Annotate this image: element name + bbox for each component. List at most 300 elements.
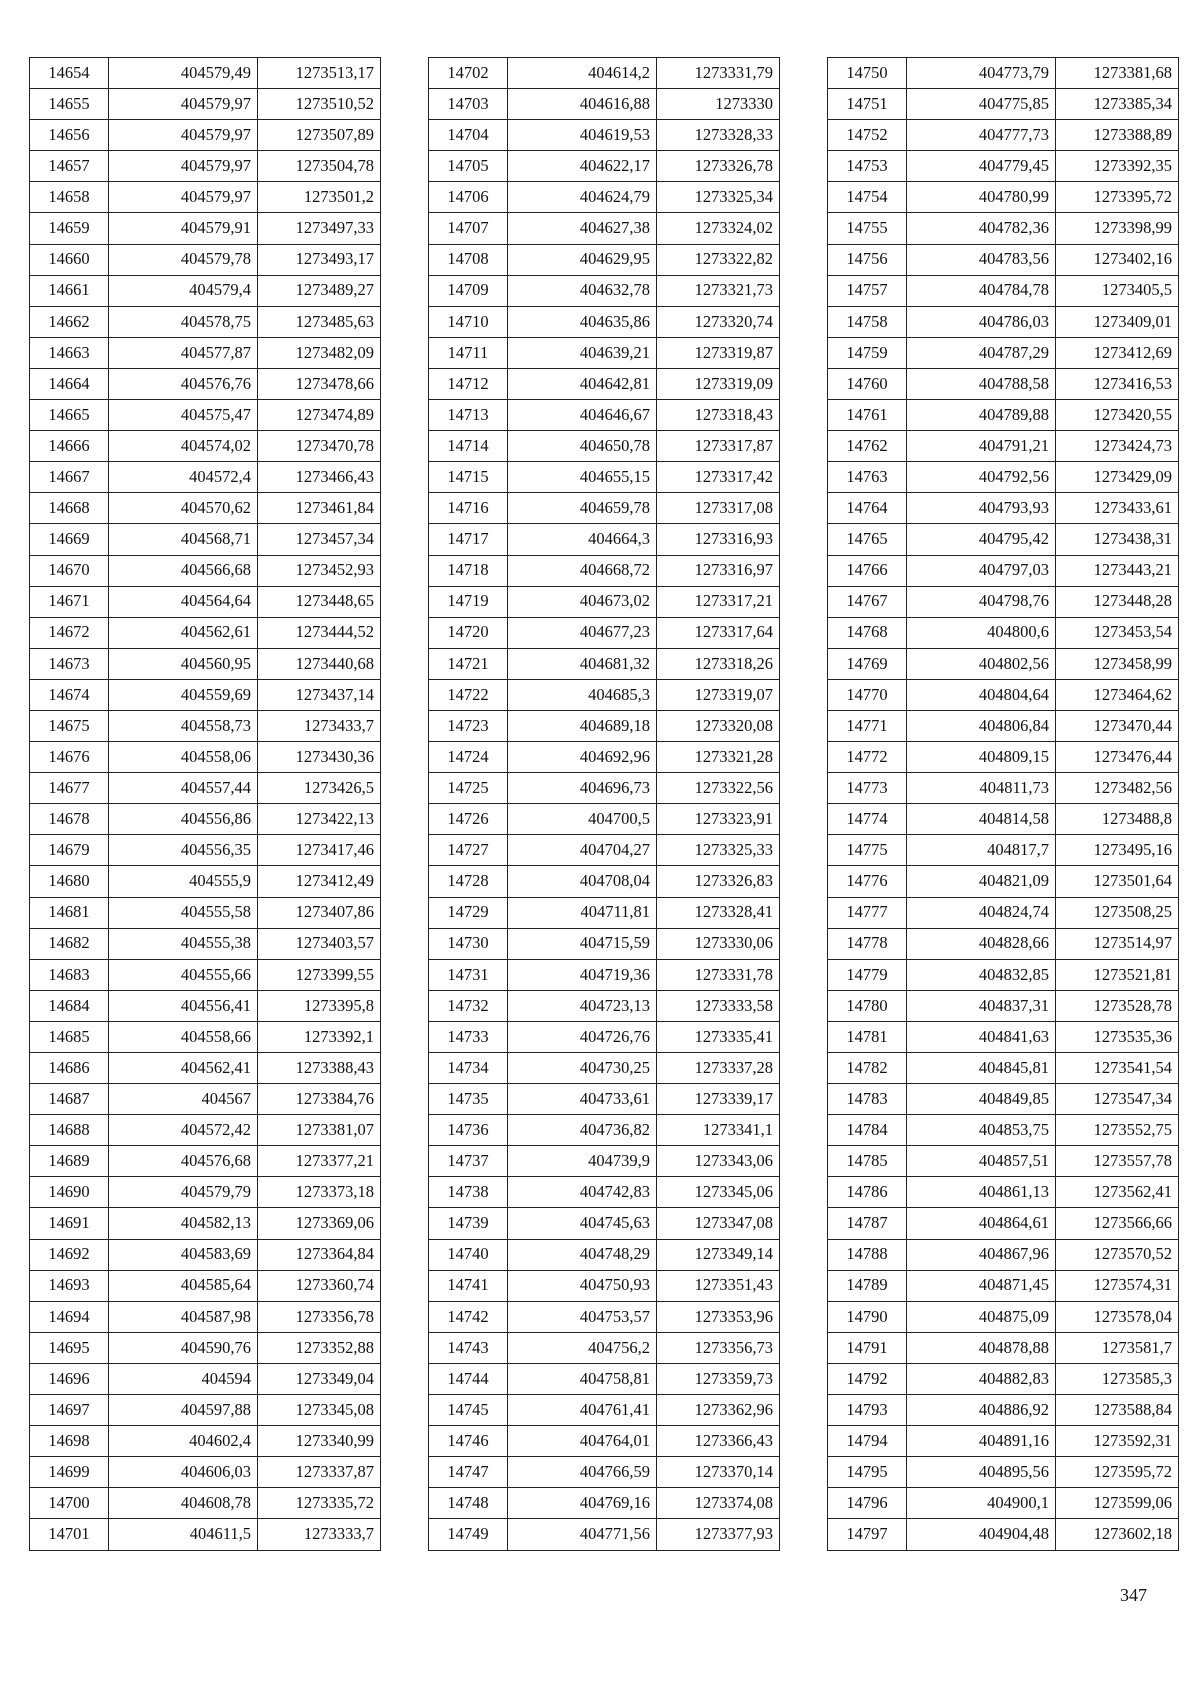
y-coordinate-cell: 1273574,31 bbox=[1056, 1270, 1179, 1301]
point-number-cell: 14697 bbox=[30, 1395, 109, 1426]
table-row bbox=[828, 1270, 1179, 1301]
point-number-cell: 14702 bbox=[429, 58, 508, 89]
table-row bbox=[429, 835, 780, 866]
y-coordinate-cell: 1273388,43 bbox=[258, 1053, 381, 1084]
x-coordinate-cell: 404668,72 bbox=[508, 555, 657, 586]
point-number-cell: 14664 bbox=[30, 368, 109, 399]
x-coordinate-cell: 404730,25 bbox=[508, 1053, 657, 1084]
x-coordinate-cell: 404867,96 bbox=[907, 1239, 1056, 1270]
y-coordinate-cell: 1273514,97 bbox=[1056, 928, 1179, 959]
x-coordinate-cell: 404769,16 bbox=[508, 1488, 657, 1519]
table-row bbox=[828, 555, 1179, 586]
table-row bbox=[30, 1488, 381, 1519]
point-number-cell: 14774 bbox=[828, 804, 907, 835]
point-number-cell: 14658 bbox=[30, 182, 109, 213]
y-coordinate-cell: 1273417,46 bbox=[258, 835, 381, 866]
y-coordinate-cell: 1273316,97 bbox=[657, 555, 780, 586]
y-coordinate-cell: 1273340,99 bbox=[258, 1426, 381, 1457]
point-number-cell: 14683 bbox=[30, 959, 109, 990]
y-coordinate-cell: 1273478,66 bbox=[258, 368, 381, 399]
y-coordinate-cell: 1273349,04 bbox=[258, 1363, 381, 1394]
y-coordinate-cell: 1273482,09 bbox=[258, 337, 381, 368]
point-number-cell: 14760 bbox=[828, 368, 907, 399]
point-number-cell: 14781 bbox=[828, 1021, 907, 1052]
y-coordinate-cell: 1273388,89 bbox=[1056, 120, 1179, 151]
x-coordinate-cell: 404828,66 bbox=[907, 928, 1056, 959]
table-row bbox=[828, 493, 1179, 524]
page-number: 347 bbox=[1120, 1585, 1147, 1605]
point-number-cell: 14656 bbox=[30, 120, 109, 151]
y-coordinate-cell: 1273599,06 bbox=[1056, 1488, 1179, 1519]
point-number-cell: 14681 bbox=[30, 897, 109, 928]
y-coordinate-cell: 1273405,5 bbox=[1056, 275, 1179, 306]
table-row bbox=[429, 368, 780, 399]
y-coordinate-cell: 1273333,7 bbox=[258, 1519, 381, 1550]
point-number-cell: 14741 bbox=[429, 1270, 508, 1301]
point-number-cell: 14751 bbox=[828, 89, 907, 120]
table-row bbox=[30, 337, 381, 368]
table-row bbox=[30, 866, 381, 897]
y-coordinate-cell: 1273489,27 bbox=[258, 275, 381, 306]
table-row bbox=[30, 58, 381, 89]
table-row bbox=[828, 1021, 1179, 1052]
table-row bbox=[30, 1146, 381, 1177]
y-coordinate-cell: 1273339,17 bbox=[657, 1084, 780, 1115]
x-coordinate-cell: 404723,13 bbox=[508, 990, 657, 1021]
table-row bbox=[828, 710, 1179, 741]
x-coordinate-cell: 404708,04 bbox=[508, 866, 657, 897]
y-coordinate-cell: 1273322,82 bbox=[657, 244, 780, 275]
point-number-cell: 14666 bbox=[30, 431, 109, 462]
point-number-cell: 14712 bbox=[429, 368, 508, 399]
y-coordinate-cell: 1273452,93 bbox=[258, 555, 381, 586]
y-coordinate-cell: 1273373,18 bbox=[258, 1177, 381, 1208]
table-row bbox=[429, 1426, 780, 1457]
point-number-cell: 14734 bbox=[429, 1053, 508, 1084]
table-row bbox=[828, 120, 1179, 151]
table-row bbox=[30, 990, 381, 1021]
point-number-cell: 14725 bbox=[429, 773, 508, 804]
y-coordinate-cell: 1273541,54 bbox=[1056, 1053, 1179, 1084]
x-coordinate-cell: 404756,2 bbox=[508, 1332, 657, 1363]
point-number-cell: 14688 bbox=[30, 1115, 109, 1146]
point-number-cell: 14708 bbox=[429, 244, 508, 275]
table-row bbox=[429, 1457, 780, 1488]
x-coordinate-cell: 404579,91 bbox=[109, 213, 258, 244]
table-row bbox=[429, 866, 780, 897]
y-coordinate-cell: 1273602,18 bbox=[1056, 1519, 1179, 1550]
y-coordinate-cell: 1273557,78 bbox=[1056, 1146, 1179, 1177]
point-number-cell: 14655 bbox=[30, 89, 109, 120]
x-coordinate-cell: 404804,64 bbox=[907, 679, 1056, 710]
y-coordinate-cell: 1273345,06 bbox=[657, 1177, 780, 1208]
x-coordinate-cell: 404736,82 bbox=[508, 1115, 657, 1146]
x-coordinate-cell: 404789,88 bbox=[907, 400, 1056, 431]
table-row bbox=[429, 959, 780, 990]
x-coordinate-cell: 404575,47 bbox=[109, 400, 258, 431]
x-coordinate-cell: 404787,29 bbox=[907, 337, 1056, 368]
point-number-cell: 14682 bbox=[30, 928, 109, 959]
table-row bbox=[30, 89, 381, 120]
table-row bbox=[429, 524, 780, 555]
table-row bbox=[828, 990, 1179, 1021]
y-coordinate-cell: 1273381,07 bbox=[258, 1115, 381, 1146]
y-coordinate-cell: 1273444,52 bbox=[258, 617, 381, 648]
table-row bbox=[30, 244, 381, 275]
point-number-cell: 14764 bbox=[828, 493, 907, 524]
point-number-cell: 14672 bbox=[30, 617, 109, 648]
point-number-cell: 14706 bbox=[429, 182, 508, 213]
x-coordinate-cell: 404564,64 bbox=[109, 586, 258, 617]
table-row bbox=[30, 1332, 381, 1363]
x-coordinate-cell: 404560,95 bbox=[109, 648, 258, 679]
table-row bbox=[429, 1301, 780, 1332]
table-row bbox=[429, 1146, 780, 1177]
point-number-cell: 14718 bbox=[429, 555, 508, 586]
table-row bbox=[30, 835, 381, 866]
point-number-cell: 14794 bbox=[828, 1426, 907, 1457]
x-coordinate-cell: 404853,75 bbox=[907, 1115, 1056, 1146]
table-row bbox=[429, 306, 780, 337]
point-number-cell: 14767 bbox=[828, 586, 907, 617]
table-row bbox=[429, 1208, 780, 1239]
table-row bbox=[828, 151, 1179, 182]
y-coordinate-cell: 1273501,2 bbox=[258, 182, 381, 213]
table-row bbox=[429, 275, 780, 306]
point-number-cell: 14778 bbox=[828, 928, 907, 959]
point-number-cell: 14679 bbox=[30, 835, 109, 866]
y-coordinate-cell: 1273317,42 bbox=[657, 462, 780, 493]
y-coordinate-cell: 1273592,31 bbox=[1056, 1426, 1179, 1457]
x-coordinate-cell: 404579,97 bbox=[109, 120, 258, 151]
x-coordinate-cell: 404766,59 bbox=[508, 1457, 657, 1488]
table-row bbox=[30, 1084, 381, 1115]
point-number-cell: 14761 bbox=[828, 400, 907, 431]
y-coordinate-cell: 1273588,84 bbox=[1056, 1395, 1179, 1426]
y-coordinate-cell: 1273470,44 bbox=[1056, 710, 1179, 741]
y-coordinate-cell: 1273426,5 bbox=[258, 773, 381, 804]
point-number-cell: 14777 bbox=[828, 897, 907, 928]
point-number-cell: 14710 bbox=[429, 306, 508, 337]
point-number-cell: 14703 bbox=[429, 89, 508, 120]
y-coordinate-cell: 1273349,14 bbox=[657, 1239, 780, 1270]
table-row bbox=[828, 648, 1179, 679]
point-number-cell: 14756 bbox=[828, 244, 907, 275]
point-number-cell: 14723 bbox=[429, 710, 508, 741]
x-coordinate-cell: 404642,81 bbox=[508, 368, 657, 399]
y-coordinate-cell: 1273320,08 bbox=[657, 710, 780, 741]
table-row bbox=[429, 679, 780, 710]
y-coordinate-cell: 1273319,09 bbox=[657, 368, 780, 399]
table-row bbox=[828, 337, 1179, 368]
table-row bbox=[828, 617, 1179, 648]
point-number-cell: 14719 bbox=[429, 586, 508, 617]
y-coordinate-cell: 1273347,08 bbox=[657, 1208, 780, 1239]
table-row bbox=[429, 742, 780, 773]
y-coordinate-cell: 1273330,06 bbox=[657, 928, 780, 959]
point-number-cell: 14776 bbox=[828, 866, 907, 897]
x-coordinate-cell: 404685,3 bbox=[508, 679, 657, 710]
y-coordinate-cell: 1273356,78 bbox=[258, 1301, 381, 1332]
y-coordinate-cell: 1273343,06 bbox=[657, 1146, 780, 1177]
y-coordinate-cell: 1273318,43 bbox=[657, 400, 780, 431]
point-number-cell: 14749 bbox=[429, 1519, 508, 1550]
x-coordinate-cell: 404689,18 bbox=[508, 710, 657, 741]
x-coordinate-cell: 404814,58 bbox=[907, 804, 1056, 835]
table-row bbox=[828, 58, 1179, 89]
x-coordinate-cell: 404556,86 bbox=[109, 804, 258, 835]
table-row bbox=[30, 1115, 381, 1146]
point-number-cell: 14792 bbox=[828, 1363, 907, 1394]
point-number-cell: 14663 bbox=[30, 337, 109, 368]
point-number-cell: 14731 bbox=[429, 959, 508, 990]
point-number-cell: 14694 bbox=[30, 1301, 109, 1332]
table-row bbox=[429, 1177, 780, 1208]
x-coordinate-cell: 404809,15 bbox=[907, 742, 1056, 773]
x-coordinate-cell: 404578,75 bbox=[109, 306, 258, 337]
point-number-cell: 14736 bbox=[429, 1115, 508, 1146]
x-coordinate-cell: 404558,06 bbox=[109, 742, 258, 773]
point-number-cell: 14654 bbox=[30, 58, 109, 89]
point-number-cell: 14748 bbox=[429, 1488, 508, 1519]
point-number-cell: 14788 bbox=[828, 1239, 907, 1270]
point-number-cell: 14755 bbox=[828, 213, 907, 244]
table-row bbox=[429, 337, 780, 368]
y-coordinate-cell: 1273510,52 bbox=[258, 89, 381, 120]
point-number-cell: 14743 bbox=[429, 1332, 508, 1363]
x-coordinate-cell: 404590,76 bbox=[109, 1332, 258, 1363]
y-coordinate-cell: 1273595,72 bbox=[1056, 1457, 1179, 1488]
point-number-cell: 14704 bbox=[429, 120, 508, 151]
y-coordinate-cell: 1273430,36 bbox=[258, 742, 381, 773]
x-coordinate-cell: 404882,83 bbox=[907, 1363, 1056, 1394]
y-coordinate-cell: 1273420,55 bbox=[1056, 400, 1179, 431]
table-row bbox=[30, 555, 381, 586]
coordinate-table-3 bbox=[827, 57, 1179, 1551]
y-coordinate-cell: 1273322,56 bbox=[657, 773, 780, 804]
y-coordinate-cell: 1273581,7 bbox=[1056, 1332, 1179, 1363]
table-row bbox=[30, 586, 381, 617]
point-number-cell: 14686 bbox=[30, 1053, 109, 1084]
y-coordinate-cell: 1273366,43 bbox=[657, 1426, 780, 1457]
x-coordinate-cell: 404758,81 bbox=[508, 1363, 657, 1394]
y-coordinate-cell: 1273341,1 bbox=[657, 1115, 780, 1146]
table-row bbox=[828, 897, 1179, 928]
point-number-cell: 14678 bbox=[30, 804, 109, 835]
y-coordinate-cell: 1273562,41 bbox=[1056, 1177, 1179, 1208]
table-row bbox=[429, 431, 780, 462]
x-coordinate-cell: 404773,79 bbox=[907, 58, 1056, 89]
x-coordinate-cell: 404681,32 bbox=[508, 648, 657, 679]
point-number-cell: 14738 bbox=[429, 1177, 508, 1208]
table-row bbox=[828, 835, 1179, 866]
table-row bbox=[30, 710, 381, 741]
table-row bbox=[828, 1239, 1179, 1270]
table-row bbox=[30, 1363, 381, 1394]
table-row bbox=[30, 773, 381, 804]
y-coordinate-cell: 1273570,52 bbox=[1056, 1239, 1179, 1270]
x-coordinate-cell: 404577,87 bbox=[109, 337, 258, 368]
y-coordinate-cell: 1273507,89 bbox=[258, 120, 381, 151]
x-coordinate-cell: 404793,93 bbox=[907, 493, 1056, 524]
x-coordinate-cell: 404572,4 bbox=[109, 462, 258, 493]
table-row bbox=[429, 1084, 780, 1115]
point-number-cell: 14740 bbox=[429, 1239, 508, 1270]
x-coordinate-cell: 404802,56 bbox=[907, 648, 1056, 679]
x-coordinate-cell: 404711,81 bbox=[508, 897, 657, 928]
x-coordinate-cell: 404579,49 bbox=[109, 58, 258, 89]
table-row bbox=[429, 773, 780, 804]
x-coordinate-cell: 404556,35 bbox=[109, 835, 258, 866]
table-row bbox=[30, 400, 381, 431]
y-coordinate-cell: 1273360,74 bbox=[258, 1270, 381, 1301]
y-coordinate-cell: 1273493,17 bbox=[258, 244, 381, 275]
table-row bbox=[828, 742, 1179, 773]
y-coordinate-cell: 1273320,74 bbox=[657, 306, 780, 337]
y-coordinate-cell: 1273443,21 bbox=[1056, 555, 1179, 586]
point-number-cell: 14691 bbox=[30, 1208, 109, 1239]
point-number-cell: 14726 bbox=[429, 804, 508, 835]
table-row bbox=[30, 1519, 381, 1550]
x-coordinate-cell: 404715,59 bbox=[508, 928, 657, 959]
table-row bbox=[828, 1115, 1179, 1146]
y-coordinate-cell: 1273482,56 bbox=[1056, 773, 1179, 804]
x-coordinate-cell: 404733,61 bbox=[508, 1084, 657, 1115]
y-coordinate-cell: 1273535,36 bbox=[1056, 1021, 1179, 1052]
point-number-cell: 14696 bbox=[30, 1363, 109, 1394]
table-row bbox=[429, 1115, 780, 1146]
y-coordinate-cell: 1273448,65 bbox=[258, 586, 381, 617]
table-row bbox=[429, 213, 780, 244]
point-number-cell: 14700 bbox=[30, 1488, 109, 1519]
y-coordinate-cell: 1273370,14 bbox=[657, 1457, 780, 1488]
y-coordinate-cell: 1273392,1 bbox=[258, 1021, 381, 1052]
x-coordinate-cell: 404597,88 bbox=[109, 1395, 258, 1426]
coordinate-table-1 bbox=[29, 57, 381, 1551]
y-coordinate-cell: 1273374,08 bbox=[657, 1488, 780, 1519]
table-row bbox=[30, 306, 381, 337]
point-number-cell: 14665 bbox=[30, 400, 109, 431]
point-number-cell: 14695 bbox=[30, 1332, 109, 1363]
x-coordinate-cell: 404555,9 bbox=[109, 866, 258, 897]
table-row bbox=[429, 1363, 780, 1394]
table-row bbox=[30, 1239, 381, 1270]
table-row bbox=[828, 1457, 1179, 1488]
y-coordinate-cell: 1273422,13 bbox=[258, 804, 381, 835]
point-number-cell: 14727 bbox=[429, 835, 508, 866]
y-coordinate-cell: 1273337,28 bbox=[657, 1053, 780, 1084]
y-coordinate-cell: 1273566,66 bbox=[1056, 1208, 1179, 1239]
table-row bbox=[429, 151, 780, 182]
table-row bbox=[429, 710, 780, 741]
y-coordinate-cell: 1273326,78 bbox=[657, 151, 780, 182]
y-coordinate-cell: 1273458,99 bbox=[1056, 648, 1179, 679]
y-coordinate-cell: 1273345,08 bbox=[258, 1395, 381, 1426]
y-coordinate-cell: 1273381,68 bbox=[1056, 58, 1179, 89]
y-coordinate-cell: 1273331,78 bbox=[657, 959, 780, 990]
table-row bbox=[828, 244, 1179, 275]
y-coordinate-cell: 1273504,78 bbox=[258, 151, 381, 182]
x-coordinate-cell: 404797,03 bbox=[907, 555, 1056, 586]
y-coordinate-cell: 1273317,64 bbox=[657, 617, 780, 648]
table-row bbox=[30, 1395, 381, 1426]
point-number-cell: 14680 bbox=[30, 866, 109, 897]
y-coordinate-cell: 1273416,53 bbox=[1056, 368, 1179, 399]
y-coordinate-cell: 1273395,72 bbox=[1056, 182, 1179, 213]
x-coordinate-cell: 404602,4 bbox=[109, 1426, 258, 1457]
x-coordinate-cell: 404616,88 bbox=[508, 89, 657, 120]
point-number-cell: 14753 bbox=[828, 151, 907, 182]
y-coordinate-cell: 1273335,41 bbox=[657, 1021, 780, 1052]
y-coordinate-cell: 1273317,08 bbox=[657, 493, 780, 524]
point-number-cell: 14705 bbox=[429, 151, 508, 182]
x-coordinate-cell: 404811,73 bbox=[907, 773, 1056, 804]
y-coordinate-cell: 1273317,21 bbox=[657, 586, 780, 617]
point-number-cell: 14657 bbox=[30, 151, 109, 182]
y-coordinate-cell: 1273324,02 bbox=[657, 213, 780, 244]
table-row bbox=[828, 89, 1179, 120]
point-number-cell: 14784 bbox=[828, 1115, 907, 1146]
table-row bbox=[30, 1301, 381, 1332]
x-coordinate-cell: 404557,44 bbox=[109, 773, 258, 804]
x-coordinate-cell: 404849,85 bbox=[907, 1084, 1056, 1115]
point-number-cell: 14685 bbox=[30, 1021, 109, 1052]
table-row bbox=[30, 928, 381, 959]
table-row bbox=[828, 1177, 1179, 1208]
y-coordinate-cell: 1273497,33 bbox=[258, 213, 381, 244]
x-coordinate-cell: 404895,56 bbox=[907, 1457, 1056, 1488]
x-coordinate-cell: 404841,63 bbox=[907, 1021, 1056, 1052]
y-coordinate-cell: 1273333,58 bbox=[657, 990, 780, 1021]
x-coordinate-cell: 404837,31 bbox=[907, 990, 1056, 1021]
table-row bbox=[30, 959, 381, 990]
y-coordinate-cell: 1273528,78 bbox=[1056, 990, 1179, 1021]
x-coordinate-cell: 404904,48 bbox=[907, 1519, 1056, 1550]
point-number-cell: 14746 bbox=[429, 1426, 508, 1457]
x-coordinate-cell: 404608,78 bbox=[109, 1488, 258, 1519]
table-row bbox=[429, 928, 780, 959]
table-row bbox=[828, 1519, 1179, 1550]
x-coordinate-cell: 404791,21 bbox=[907, 431, 1056, 462]
x-coordinate-cell: 404779,45 bbox=[907, 151, 1056, 182]
table-row bbox=[828, 1208, 1179, 1239]
x-coordinate-cell: 404750,93 bbox=[508, 1270, 657, 1301]
y-coordinate-cell: 1273399,55 bbox=[258, 959, 381, 990]
table-row bbox=[828, 368, 1179, 399]
table-row bbox=[828, 679, 1179, 710]
x-coordinate-cell: 404627,38 bbox=[508, 213, 657, 244]
x-coordinate-cell: 404753,57 bbox=[508, 1301, 657, 1332]
point-number-cell: 14770 bbox=[828, 679, 907, 710]
table-row bbox=[429, 1395, 780, 1426]
x-coordinate-cell: 404786,03 bbox=[907, 306, 1056, 337]
table-row bbox=[30, 493, 381, 524]
point-number-cell: 14759 bbox=[828, 337, 907, 368]
point-number-cell: 14732 bbox=[429, 990, 508, 1021]
x-coordinate-cell: 404761,41 bbox=[508, 1395, 657, 1426]
x-coordinate-cell: 404558,66 bbox=[109, 1021, 258, 1052]
point-number-cell: 14733 bbox=[429, 1021, 508, 1052]
y-coordinate-cell: 1273398,99 bbox=[1056, 213, 1179, 244]
point-number-cell: 14673 bbox=[30, 648, 109, 679]
x-coordinate-cell: 404562,61 bbox=[109, 617, 258, 648]
x-coordinate-cell: 404585,64 bbox=[109, 1270, 258, 1301]
x-coordinate-cell: 404832,85 bbox=[907, 959, 1056, 990]
point-number-cell: 14744 bbox=[429, 1363, 508, 1394]
y-coordinate-cell: 1273474,89 bbox=[258, 400, 381, 431]
table-row bbox=[429, 1021, 780, 1052]
point-number-cell: 14763 bbox=[828, 462, 907, 493]
